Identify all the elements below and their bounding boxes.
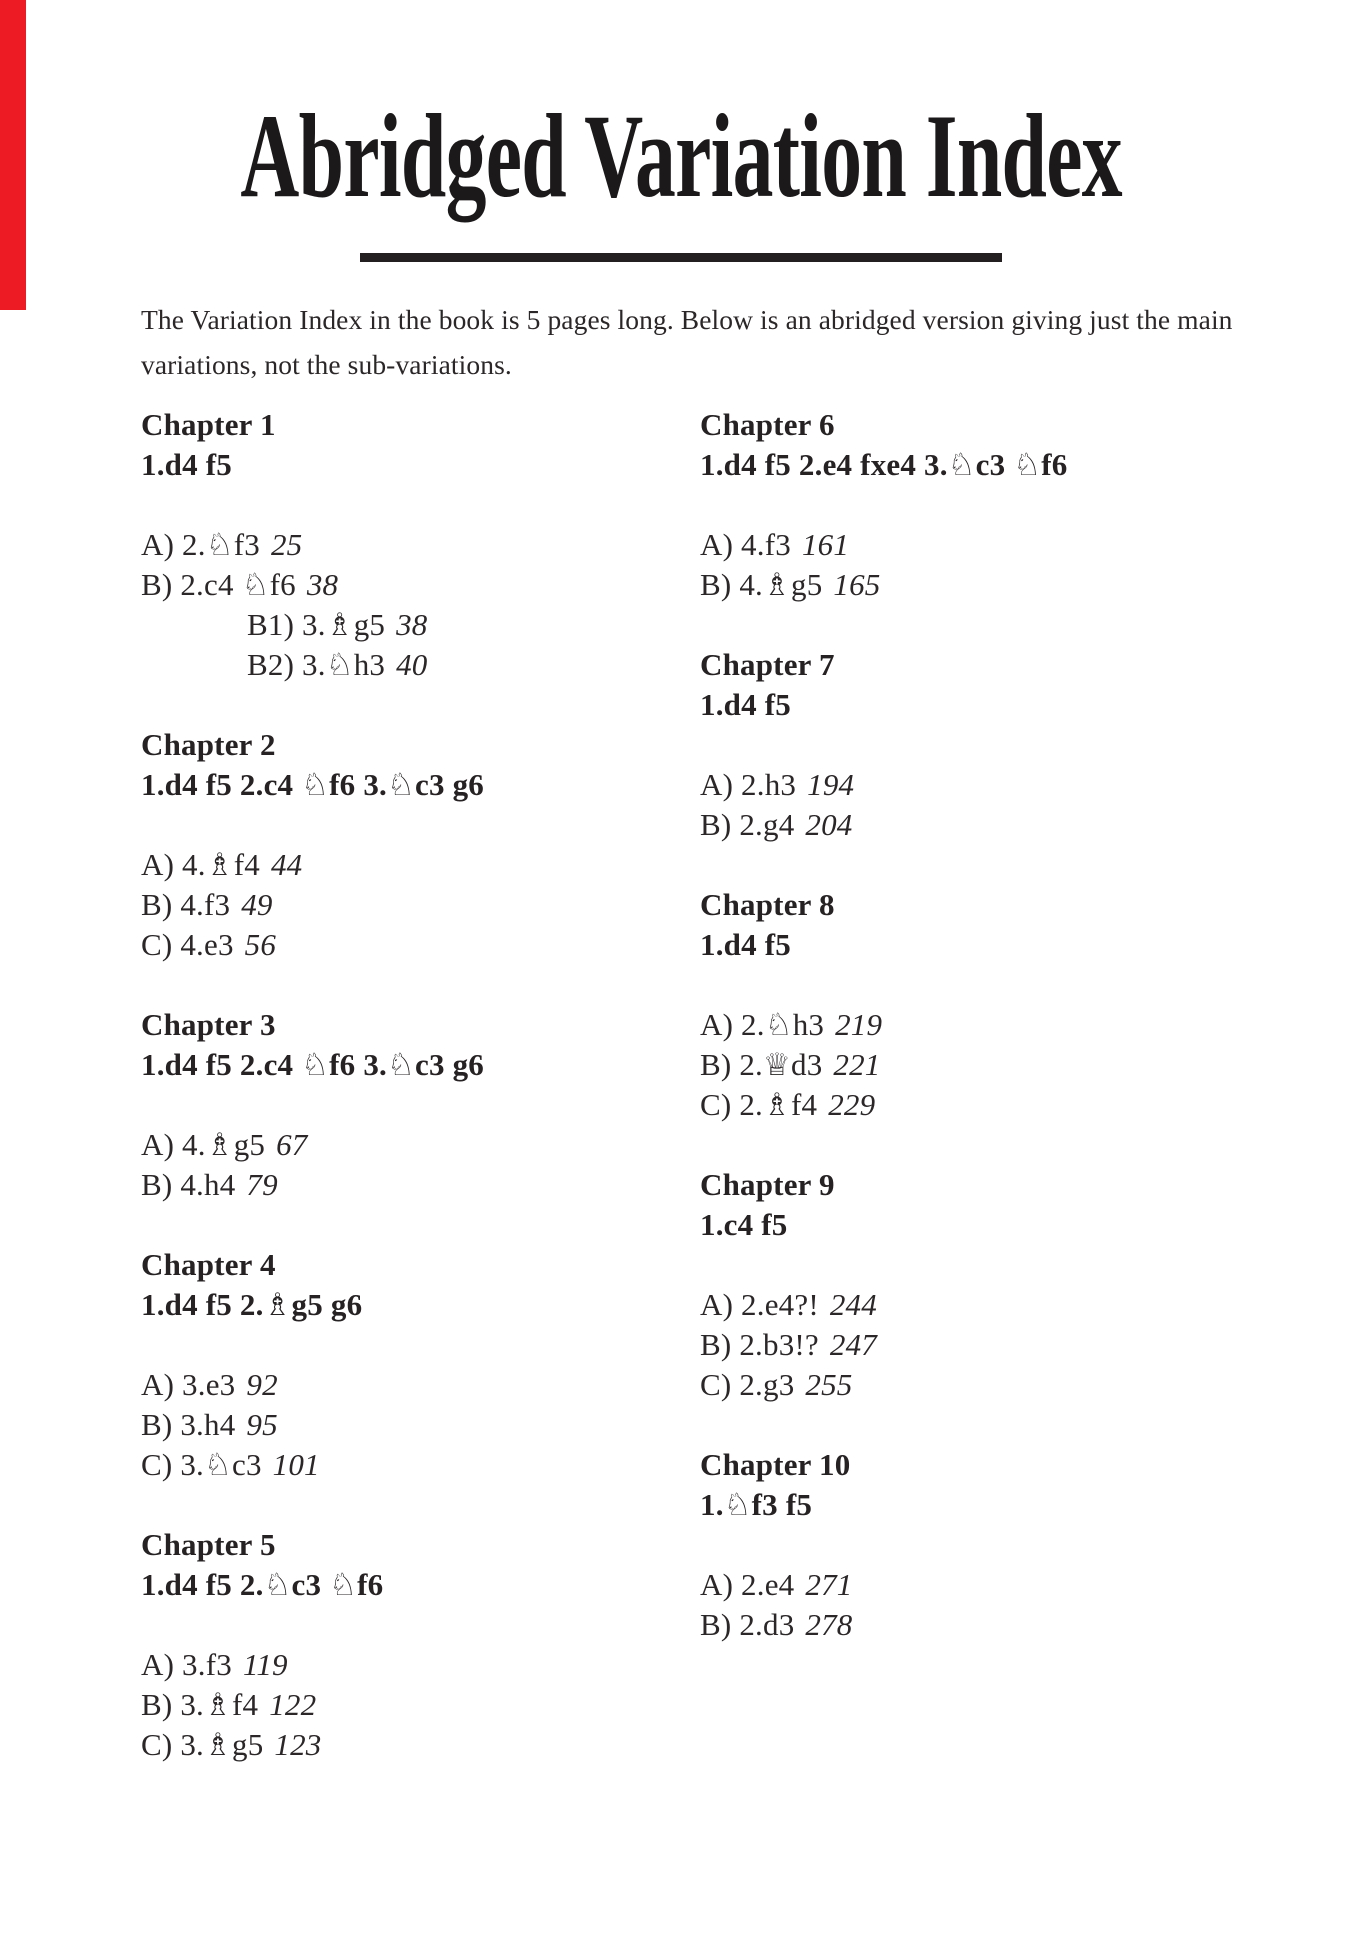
variation-line (141, 1685, 686, 1725)
variation-move: B) 4.h4 (141, 1167, 236, 1202)
variation-page-number: 165 (833, 567, 881, 602)
spacer-line (700, 1525, 1245, 1565)
chapter-moveline: 1.♘f3 f5 (700, 1487, 813, 1522)
variation-page-number: 67 (276, 1127, 308, 1162)
chapter-heading: Chapter 9 (700, 1167, 835, 1202)
variation-line (700, 565, 1245, 605)
page-title-text: Abridged Variation Index (240, 89, 1122, 222)
variation-move: B) 4.♗g5 (700, 567, 823, 602)
spacer-line (141, 1485, 686, 1525)
variation-move: A) 2.♘h3 (700, 1007, 825, 1042)
variation-line (700, 1325, 1245, 1365)
variation-line (141, 565, 686, 605)
chapter-heading: Chapter 3 (141, 1007, 276, 1042)
intro-paragraph (141, 297, 1301, 387)
variation-line (141, 1725, 686, 1765)
spacer-line (141, 1325, 686, 1365)
variation-page-number: 101 (272, 1447, 320, 1482)
variation-page-number: 79 (246, 1167, 278, 1202)
variation-move: A) 4.f3 (700, 527, 791, 562)
variation-line (141, 1365, 686, 1405)
chapter-moveline: 1.d4 f5 2.c4 ♘f6 3.♘c3 g6 (141, 767, 484, 802)
spacer-line (700, 845, 1245, 885)
variation-page-number: 194 (807, 767, 855, 802)
spacer-line (700, 485, 1245, 525)
variation-page-number: 221 (833, 1047, 881, 1082)
chapter-heading: Chapter 6 (700, 407, 835, 442)
chapter-moveline: 1.d4 f5 2.♘c3 ♘f6 (141, 1567, 384, 1602)
title-rule (360, 253, 1002, 262)
chapter-moveline: 1.d4 f5 2.e4 fxe4 3.♘c3 ♘f6 (700, 447, 1068, 482)
variation-line (700, 805, 1245, 845)
variation-move: C) 2.♗f4 (700, 1087, 818, 1122)
variation-move: A) 3.f3 (141, 1647, 232, 1682)
variation-page-number: 271 (805, 1567, 853, 1602)
variation-page-number: 44 (270, 847, 303, 882)
variation-page-number: 95 (246, 1407, 278, 1442)
variation-move: B) 2.♕d3 (700, 1047, 823, 1082)
variation-page-number: 219 (835, 1007, 883, 1042)
variation-move: C) 3.♘c3 (141, 1447, 262, 1482)
variation-move: B) 2.g4 (700, 807, 795, 842)
variation-page-number: 25 (270, 527, 303, 562)
variation-line (141, 1405, 686, 1445)
variation-move: A) 2.♘f3 (141, 527, 260, 562)
variation-line (141, 1165, 686, 1205)
chapter-moveline: 1.d4 f5 (700, 927, 791, 962)
variation-page-number: 244 (829, 1287, 877, 1322)
variation-move: A) 2.e4 (700, 1567, 795, 1602)
variation-move: B) 2.d3 (700, 1607, 795, 1642)
variation-move: B) 2.b3!? (700, 1327, 819, 1362)
variation-move: A) 2.e4?! (700, 1287, 819, 1322)
variation-page-number: 255 (805, 1367, 853, 1402)
page-title (0, 89, 1362, 222)
chapter-heading: Chapter 4 (141, 1247, 276, 1282)
chapter-moveline: 1.d4 f5 2.♗g5 g6 (141, 1287, 363, 1322)
variation-move: B) 2.c4 ♘f6 (141, 567, 296, 602)
chapter-moveline: 1.d4 f5 (141, 447, 232, 482)
variation-page-number: 278 (805, 1607, 853, 1642)
variation-line (700, 1005, 1245, 1045)
variation-line (700, 765, 1245, 805)
chapter-heading: Chapter 1 (141, 407, 276, 442)
intro-line: The Variation Index in the book is 5 pages long. Below is an abridged version giving just the main (141, 304, 1233, 335)
variation-move: B) 3.h4 (141, 1407, 236, 1442)
variation-move: C) 2.g3 (700, 1367, 795, 1402)
variation-page-number: 119 (242, 1647, 288, 1682)
variation-move: B1) 3.♗g5 (247, 607, 386, 642)
variation-move: B) 4.f3 (141, 887, 231, 922)
variation-page-number: 40 (396, 647, 428, 682)
variation-line (141, 885, 686, 925)
spacer-line (700, 725, 1245, 765)
variation-page-number: 122 (269, 1687, 317, 1722)
spacer-line (700, 1245, 1245, 1285)
variation-move: C) 3.♗g5 (141, 1727, 264, 1762)
variation-page-number: 161 (801, 527, 850, 562)
spacer-line (141, 805, 686, 845)
variation-move: A) 2.h3 (700, 767, 797, 802)
variation-line (700, 1285, 1245, 1325)
variation-line (700, 1085, 1245, 1125)
spacer-line (141, 685, 686, 725)
spacer-line (700, 965, 1245, 1005)
variation-page-number: 38 (306, 567, 339, 602)
chapter-moveline: 1.d4 f5 2.c4 ♘f6 3.♘c3 g6 (141, 1047, 484, 1082)
spacer-line (700, 605, 1245, 645)
chapter-heading: Chapter 8 (700, 887, 835, 922)
variation-move: B) 3.♗f4 (141, 1687, 259, 1722)
variation-line (141, 1645, 686, 1685)
chapter-heading: Chapter 10 (700, 1447, 851, 1482)
variation-line (141, 845, 686, 885)
variation-page-number: 38 (396, 607, 428, 642)
variation-page-number: 49 (241, 887, 273, 922)
variation-line (700, 1565, 1245, 1605)
variation-page-number: 92 (246, 1367, 278, 1402)
variation-line (700, 1605, 1245, 1645)
variation-line (700, 1045, 1245, 1085)
variation-page-number: 123 (274, 1727, 322, 1762)
chapter-moveline: 1.d4 f5 (700, 687, 791, 722)
variation-line (141, 1125, 686, 1165)
chapter-moveline: 1.c4 f5 (700, 1207, 788, 1242)
variation-line (141, 1445, 686, 1485)
chapter-heading: Chapter 2 (141, 727, 276, 762)
variation-page-number: 56 (244, 927, 277, 962)
variation-move: A) 4.♗f4 (141, 847, 260, 882)
variation-page-number: 247 (829, 1327, 877, 1362)
chapter-heading: Chapter 7 (700, 647, 835, 682)
spacer-line (700, 1125, 1245, 1165)
spacer-line (141, 965, 686, 1005)
variation-move: B2) 3.♘h3 (247, 647, 386, 682)
variation-page-number: 229 (828, 1087, 876, 1122)
variation-page-number: 204 (805, 807, 853, 842)
variation-move: A) 4.♗g5 (141, 1127, 266, 1162)
spacer-line (141, 1085, 686, 1125)
spacer-line (141, 485, 686, 525)
variation-line (141, 645, 686, 685)
spacer-line (141, 1205, 686, 1245)
variation-move: A) 3.e3 (141, 1367, 236, 1402)
chapter-heading: Chapter 5 (141, 1527, 276, 1562)
intro-line: variations, not the sub-variations. (141, 349, 512, 380)
variation-line (141, 605, 686, 645)
variation-line (141, 525, 686, 565)
variation-line (141, 925, 686, 965)
variation-line (700, 1365, 1245, 1405)
index-left-column (141, 405, 686, 1765)
spacer-line (141, 1605, 686, 1645)
spacer-line (700, 1405, 1245, 1445)
variation-move: C) 4.e3 (141, 927, 234, 962)
index-right-column (700, 405, 1245, 1645)
variation-line (700, 525, 1245, 565)
